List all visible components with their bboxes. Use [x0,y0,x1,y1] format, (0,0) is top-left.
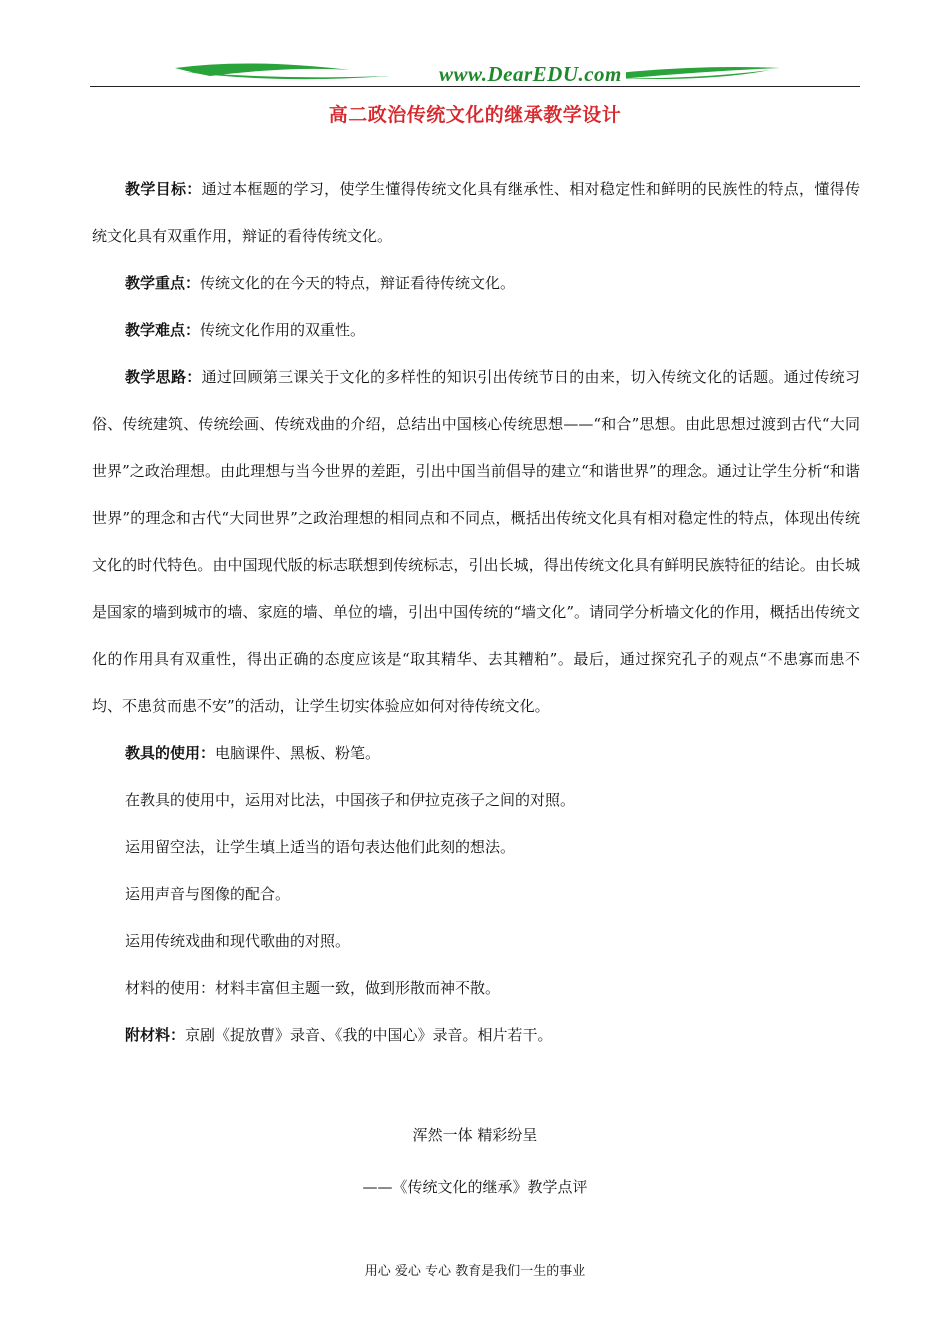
material-line: 材料的使用：材料丰富但主题一致，做到形散而神不散。 [125,979,501,997]
attachments-text: 京剧《捉放曹》录音、《我的中国心》录音。相片若干。 [185,1026,553,1044]
site-url: www.DearEDU.com [435,62,626,86]
page-footer: 用心 爱心 专心 教育是我们一生的事业 [364,1264,586,1279]
approach-paragraph [92,354,860,730]
focus-label: 教学重点： [125,274,201,292]
tool-line: 运用留空法，让学生填上适当的语句表达他们此刻的想法。 [125,838,516,856]
page-title: 高二政治传统文化的继承教学设计 [328,104,622,126]
document-body [92,166,860,1059]
difficulty-label: 教学难点： [125,321,201,339]
tools-text: 电脑课件、黑板、粉笔。 [215,744,381,762]
tool-line: 运用传统戏曲和现代歌曲的对照。 [125,932,351,950]
tool-line: 在教具的使用中，运用对比法，中国孩子和伊拉克孩子之间的对照。 [125,791,576,809]
tools-paragraph [92,730,860,777]
goal-paragraph [92,166,860,260]
review-heading: 浑然一体 精彩纷呈 [412,1126,538,1144]
attachments-paragraph [92,1012,860,1059]
difficulty-text: 传统文化作用的双重性。 [200,321,366,339]
site-header [90,58,860,90]
header-divider [90,86,860,87]
attachments-label: 附材料： [125,1026,186,1044]
focus-text: 传统文化的在今天的特点，辩证看待传统文化。 [200,274,516,292]
difficulty-paragraph [92,307,860,354]
focus-paragraph [92,260,860,307]
tools-label: 教具的使用： [125,744,216,762]
goal-text: 通过本框题的学习，使学生懂得传统文化具有继承性、相对稳定性和鲜明的民族性的特点，懂得传统文化具有双重作用，辩证的看待传统文化。 [92,180,860,245]
goal-label: 教学目标： [125,180,202,198]
approach-label: 教学思路： [125,368,202,386]
tool-line: 运用声音与图像的配合。 [125,885,291,903]
approach-text: 通过回顾第三课关于文化的多样性的知识引出传统节日的由来，切入传统文化的话题。通过传统习俗、传统建筑、传统绘画、传统戏曲的介绍，总结出中国核心传统思想——“和合”思想。由此思想过渡到古代“大同世界”之政治理想。由此理想与当今世界的差距，引出中国当前倡导的建立“和谐世界”的理念。通过让学生分析“和谐世界”的理念和古代“大同世界”之政治理想的相同点和不同点，概括出传统文化具有相对稳定性的特点，体现出传统文化的时代特色。由中国现代版的标志联想到传统标志，引出长城，得出传统文化具有鲜明民族特征的结论。由长城是国家的墙到城市的墙、家庭的墙、单位的墙，引出中国传统的“墙文化”。请同学分析墙文化的作用，概括出传统文化的作用具有双重性，得出正确的态度应该是“取其精华、去其糟粕”。最后，通过探究孔子的观点“不患寡而患不均、不患贫而患不安”的活动，让学生切实体验应如何对待传统文化。 [92,368,860,715]
review-subheading: ——《传统文化的继承》教学点评 [362,1178,588,1196]
